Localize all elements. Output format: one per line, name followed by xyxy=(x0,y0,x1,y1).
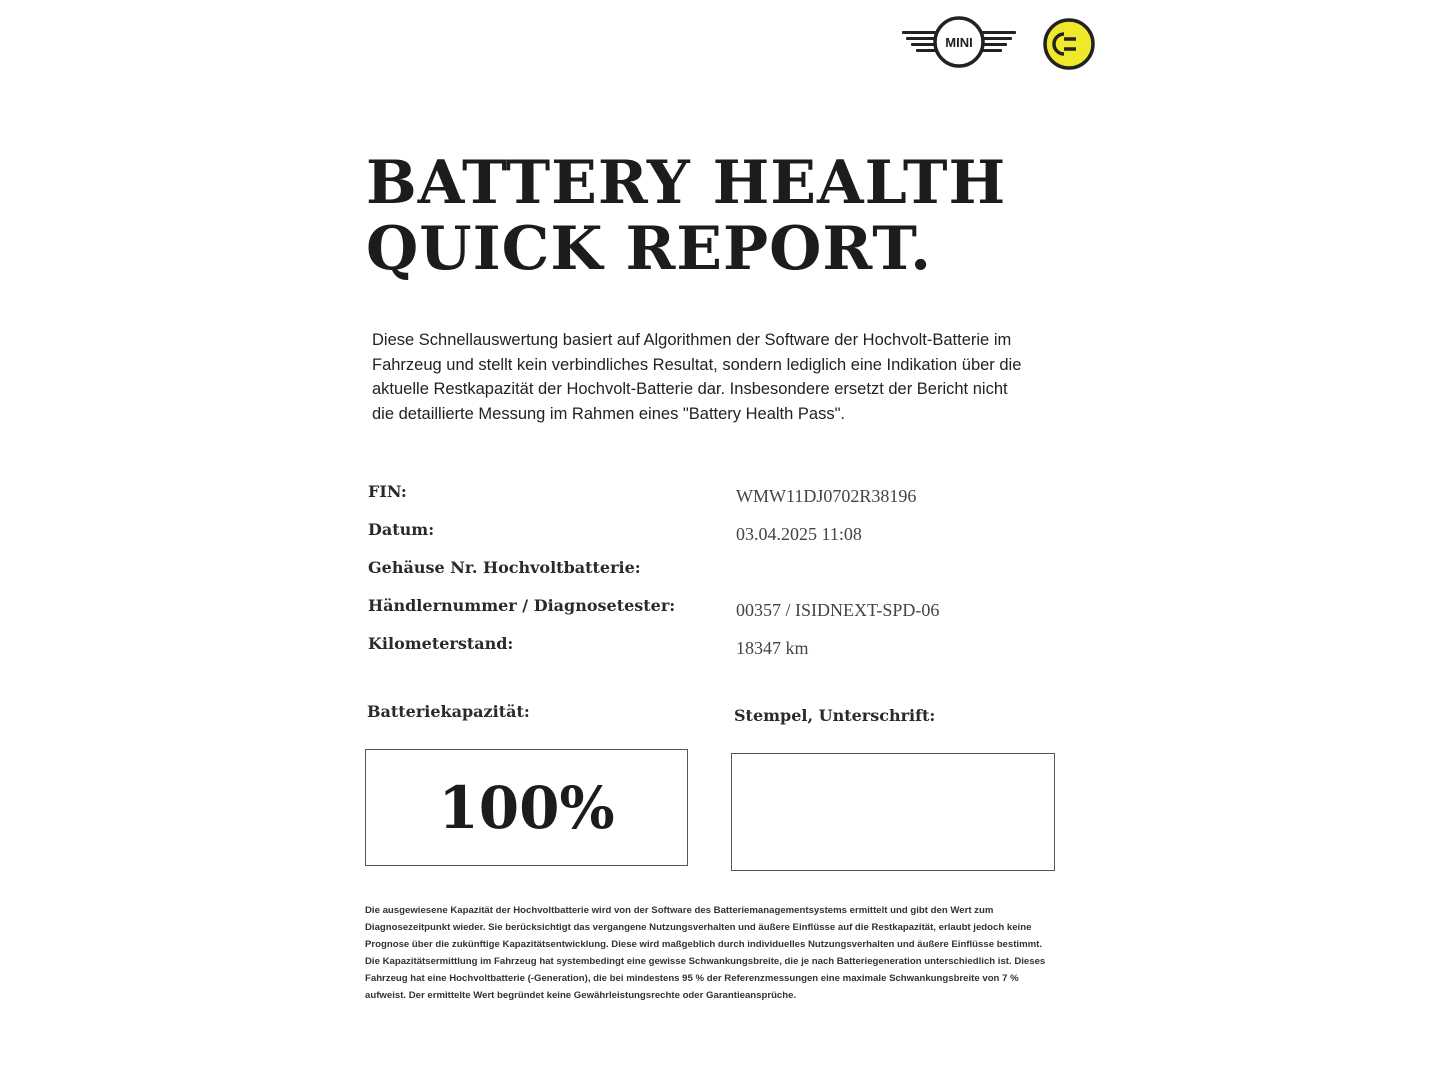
field-label: FIN: xyxy=(368,482,407,501)
field-label: Kilometerstand: xyxy=(368,634,514,653)
electric-plug-icon xyxy=(1042,17,1096,71)
field-fin xyxy=(368,478,1028,516)
field-battery-housing-number xyxy=(368,554,1028,592)
field-value: 00357 / ISIDNEXT-SPD-06 xyxy=(736,600,940,620)
intro-paragraph: Diese Schnellauswertung basiert auf Algorithmen der Software der Hochvolt-Batterie im Fahrzeug und stellt kein verbindliches Resultat, sondern lediglich eine Indikation über die aktuelle Restkapazität der Hochvolt-Batterie dar. Insbesondere ersetzt der Bericht nicht die detaillierte Messung im Rahmen eines "Battery Health Pass". xyxy=(372,331,1022,423)
field-mileage xyxy=(368,630,1028,668)
battery-capacity-value: 100% xyxy=(438,773,615,842)
field-datum xyxy=(368,516,1028,554)
battery-capacity-label: Batteriekapazität: xyxy=(367,702,530,721)
mini-logo-icon xyxy=(900,14,1018,70)
field-label: Gehäuse Nr. Hochvoltbatterie: xyxy=(368,558,641,577)
report-title-line-1: BATTERY HEALTH xyxy=(366,148,1007,218)
signature-label: Stempel, Unterschrift: xyxy=(734,706,936,725)
signature-box xyxy=(731,753,1055,871)
report-title xyxy=(366,150,1006,282)
field-value: 03.04.2025 11:08 xyxy=(736,524,862,544)
field-dealer-tester xyxy=(368,592,1028,630)
field-label: Datum: xyxy=(368,520,435,539)
field-value: WMW11DJ0702R38196 xyxy=(736,486,917,506)
battery-capacity-box xyxy=(365,749,688,866)
field-label: Händlernummer / Diagnosetester: xyxy=(368,596,676,615)
field-value: 18347 km xyxy=(736,638,809,658)
disclaimer-text: Die ausgewiesene Kapazität der Hochvoltbatterie wird von der Software des Batteriemanagementsystems ermittelt und gibt den Wert zum Diagnosezeitpunkt wieder. Sie berücksichtigt das vergangene Nutzungsverhalten und äußere Einflüsse auf die Restkapazität, erlaubt jedoch keine Prognose über die zukünftige Kapazitätsentwicklung. Diese wird maßgeblich durch individuelles Nutzungsverhalten und äußere Einflüsse bestimmt. Die Kapazitätsermittlung im Fahrzeug hat systembedingt eine gewisse Schwankungsbreite, die je nach Batteriegeneration unterschiedlich ist. Dieses Fahrzeug hat eine Hochvoltbatterie (-Generation), die bei mindestens 95 % der Referenzmessungen eine maximale Schwankungsbreite von 7 % aufweist. Der ermittelte Wert begründet keine Gewährleistungsrechte oder Garantieansprüche. xyxy=(365,905,1046,1001)
report-fields xyxy=(368,478,1028,668)
report-title-line-2: QUICK REPORT. xyxy=(366,214,933,284)
header-logos xyxy=(900,14,1100,74)
mini-logo-text: MINI xyxy=(945,35,973,50)
